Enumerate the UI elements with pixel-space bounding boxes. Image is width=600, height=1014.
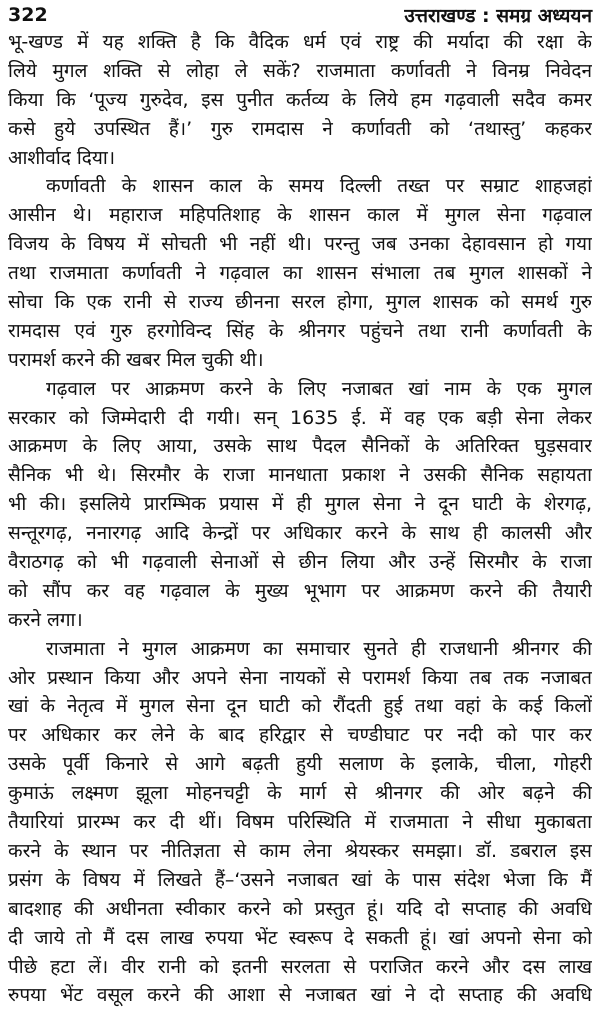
text-line: करने लगा।: [8, 608, 83, 631]
text-line: सोचा कि एक रानी से राज्य छीनना सरल होगा, मुगल शासक को समर्थ गुरु: [8, 291, 592, 314]
text-line: गढ़वाल पर आक्रमण करने के लिए नजाबत खां नाम के एक मुगल: [46, 377, 592, 400]
page-header: [8, 0, 592, 30]
text-line: परामर्श करने की खबर मिल चुकी थी।: [8, 348, 264, 371]
text-line: आक्रमण के लिए आया, उसके साथ पैदल सैनिकों के अतिरिक्त घुड़सवार: [8, 435, 592, 458]
text-line: पीछे हटा लें। वीर रानी को इतनी सरलता से पराजित करने और दस लाख: [8, 955, 592, 978]
text-line: कसे हुये उपस्थित हैं।’ गुरु रामदास ने कर्णावती को ‘तथास्तु’ कहकर: [8, 117, 592, 140]
text-line: राजमाता ने मुगल आक्रमण का समाचार सुनते ही राजधानी श्रीनगर की: [46, 637, 592, 660]
text-line: तैयारियां प्रारम्भ कर दी थीं। विषम परिस्थिति में राजमाता ने सीधा मुकाबता: [8, 811, 592, 834]
text-line: खां के नेतृत्व में मुगल सेना दून घाटी को रौंदती हुई तथा वहां के कई किलों: [8, 695, 592, 718]
text-line: भी की। इसलिये प्रारम्भिक प्रयास में ही मुगल सेना ने दून घाटी के शेरगढ़,: [8, 493, 592, 516]
text-line: आसीन थे। महाराज महिपतिशाह के शासन काल में मुगल सेना गढ़वाल: [8, 204, 592, 227]
text-line: रामदास एवं गुरु हरगोविन्द सिंह के श्रीनगर पहुंचने तथा रानी कर्णावती के: [8, 319, 592, 342]
text-line: किया कि ‘पूज्य गुरुदेव, इस पुनीत कर्तव्य के लिये हम गढ़वाली सदैव कमर: [8, 88, 592, 111]
text-line: भू-खण्ड में यह शक्ति है कि वैदिक धर्म एवं राष्ट्र की मर्यादा की रक्षा के: [8, 31, 592, 53]
paragraph: [8, 28, 592, 172]
text-line: आशीर्वाद दिया।: [8, 146, 116, 169]
text-line: करने के स्थान पर नीतिज्ञता से काम लेना श्रेयस्कर समझा। डॉ. डबराल इस: [8, 839, 592, 862]
text-line: सन्तूरगढ़, ननारगढ़ आदि केन्द्रों पर अधिकार करने के साथ ही कालसी और: [8, 522, 592, 545]
text-line: लिये मुगल शक्ति से लोहा ले सकें? राजमाता कर्णावती ने विनम्र निवेदन: [8, 59, 592, 82]
paragraph: [8, 172, 592, 374]
text-line: उसके पूर्वी किनारे से आगे बढ़ती हुयी सलाण के इलाके, चीला, गोहरी: [8, 753, 592, 776]
text-line: सरकार को जिम्मेदारी दी गयी। सन् 1635 ई. में वह एक बड़ी सेना लेकर: [8, 406, 592, 429]
text-line: दी जाये तो मैं दस लाख रुपया भेंट स्वरूप दे सकती हूं। खां अपनो सेना को: [8, 926, 592, 949]
text-line: विजय के विषय में सोचती भी नहीं थी। परन्तु जब उनका देहावसान हो गया: [8, 233, 592, 256]
page-number: 322: [8, 4, 48, 26]
text-line: कर्णावती के शासन काल के समय दिल्ली तख्त पर सम्राट शाहजहां: [46, 175, 592, 198]
paragraph: [8, 635, 592, 1011]
text-line: वैराठगढ़ को भी गढ़वाली सेनाओं से छीन लिया और उन्हें सिरमौर के राजा: [8, 551, 592, 574]
text-line: कुमाऊं लक्ष्मण झूला मोहनचट्टी के मार्ग से श्रीनगर की ओर बढ़ने की: [8, 782, 592, 805]
text-line: तथा राजमाता कर्णावती ने गढ़वाल का शासन संभाला तब मुगल शासकों ने: [8, 262, 592, 285]
page-body: [8, 28, 592, 1010]
text-line: सैनिक भी थे। सिरमौर के राजा मानधाता प्रकाश ने उसकी सैनिक सहायता: [8, 464, 592, 487]
text-line: को सौंप कर वह गढ़वाल के मुख्य भूभाग पर आक्रमण करने की तैयारी: [8, 579, 592, 602]
paragraph: [8, 375, 592, 635]
running-title: उत्तराखण्ड : समग्र अध्ययन: [404, 5, 592, 27]
text-line: ओर प्रस्थान किया और अपने सेना नायकों से परामर्श किया तब तक नजाबत: [8, 666, 592, 689]
text-line: प्रसंग के विषय में लिखते हैं–‘उसने नजाबत खां के पास संदेश भेजा कि मैं: [8, 868, 592, 891]
text-line: रुपया भेंट वसूल करने की आशा से नजाबत खां ने दो सप्ताह की अवधि: [8, 984, 592, 1007]
text-line: बादशाह की अधीनता स्वीकार करने को प्रस्तुत हूं। यदि दो सप्ताह की अवधि: [8, 897, 592, 920]
text-line: पर अधिकार कर लेने के बाद हरिद्वार से चण्डीघाट पर नदी को पार कर: [8, 724, 592, 747]
